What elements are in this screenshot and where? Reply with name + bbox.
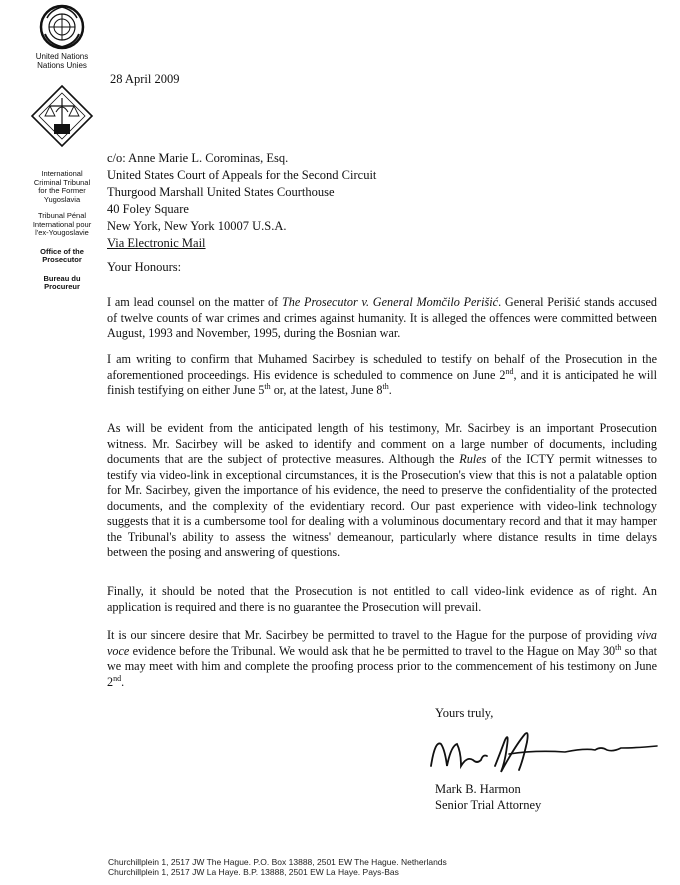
- paragraph-1: [107, 295, 657, 342]
- ordinal-suffix: th: [615, 642, 622, 652]
- office-line: Prosecutor: [42, 255, 82, 264]
- case-title: The Prosecutor v. General Momčilo Perišić: [281, 295, 499, 309]
- office-line: Office of the: [40, 246, 84, 256]
- p2-text-a: I am writing to confirm that Muhamed Sacirbey is scheduled to testify on behalf of the Prosecution in the aforementioned proceedings. His evidence is scheduled to commence on June 2: [107, 352, 657, 382]
- address-line: c/o: Anne Marie L. Corominas, Esq.: [107, 151, 289, 165]
- salutation: Your Honours:: [107, 260, 182, 274]
- address-line: Thurgood Marshall United States Courthouse: [107, 185, 335, 199]
- p2-text-d: .: [388, 383, 392, 397]
- address-line: United States Court of Appeals for the Second Circuit: [107, 168, 377, 182]
- p2-text-b: , and it is anticipated he will finish testifying on either June 5: [107, 367, 657, 397]
- p3-text-b: of the ICTY permit witnesses to testify via video-link in exceptional circumstances, it is the Prosecution's view that this is not a palatable option for Mr. Sacirbey, given the importance of his evidence, the need to preserve the confidentiality of the protected documents, and the complexity of the evidentiary record. Our past experience with video-link technology suggests that it is a cumbersome tool for dealing with a voluminous documentary record and that it may hamper the Tribunal's ability to assess the witness' demeanour, particularly where distance results in time delays between the posing and answering of questions.: [107, 452, 657, 559]
- tpi-name: [20, 212, 104, 238]
- paragraph-5: [107, 628, 657, 690]
- p1-text-a: I am lead counsel on the matter of: [107, 295, 282, 309]
- un-emblem-icon: [39, 4, 85, 50]
- ordinal-suffix: th: [382, 381, 389, 391]
- p2-text-c: or, at the latest, June 8: [270, 383, 383, 397]
- icty-logo-icon: [30, 84, 94, 148]
- delivery-method: Via Electronic Mail: [107, 236, 206, 250]
- p1-text-b: . General Perišić stands accused of twelve counts of war crimes and crimes against humanity. It is alleged the offences were committed between August, 1993 and November, 1995, during the Bosnian war.: [107, 295, 657, 340]
- un-name: [20, 52, 104, 70]
- rules-term: Rules: [459, 452, 487, 466]
- icty-name: [20, 170, 104, 204]
- p5-text-c: so that we may meet with him and complete the proofing process prior to the commencement of his testimony on June 2: [107, 643, 657, 689]
- icty-name-line: for the Former: [38, 186, 86, 195]
- p5-text-a: It is our sincere desire that Mr. Sacirbey be permitted to travel to the Hague for the purpose of providing: [107, 628, 637, 642]
- un-name-en: United Nations: [35, 52, 89, 61]
- p5-text-d: .: [121, 674, 125, 689]
- signer-name: Mark B. Harmon: [435, 782, 521, 796]
- icty-name-line: Criminal Tribunal: [33, 177, 91, 187]
- office-of-prosecutor: [20, 248, 104, 265]
- closing: Yours truly,: [435, 706, 494, 720]
- viva-voce-term: viva voce: [107, 628, 657, 658]
- tpi-name-line: l'ex-Yougoslavie: [35, 228, 89, 237]
- paragraph-2: [107, 352, 657, 399]
- address-block: [107, 150, 376, 252]
- icty-name-line: International: [41, 169, 83, 178]
- icty-name-line: Yugoslavia: [43, 194, 81, 204]
- footer-address: [108, 857, 447, 877]
- bureau-line: Procureur: [44, 282, 80, 291]
- signer-title: Senior Trial Attorney: [435, 798, 542, 812]
- letter-date: 28 April 2009: [110, 72, 180, 86]
- ordinal-suffix: nd: [505, 366, 514, 376]
- un-name-fr: Nations Unies: [37, 61, 87, 70]
- signer-block: [435, 781, 541, 813]
- bureau-du-procureur: [20, 275, 104, 292]
- ordinal-suffix: nd: [113, 673, 122, 683]
- letterhead-column: [20, 4, 104, 292]
- footer-line: Churchillplein 1, 2517 JW The Hague. P.O. Box 13888, 2501 EW The Hague. Netherlands: [108, 857, 447, 867]
- address-line: 40 Foley Square: [107, 202, 189, 216]
- tpi-name-line: Tribunal Pénal: [37, 211, 87, 220]
- address-line: New York, New York 10007 U.S.A.: [107, 219, 287, 233]
- ordinal-suffix: th: [264, 381, 271, 391]
- tpi-name-line: International pour: [32, 219, 92, 229]
- signature-icon: [425, 726, 665, 780]
- footer-line: Churchillplein 1, 2517 JW La Haye. B.P. 13888, 2501 EW La Haye. Pays-Bas: [108, 867, 399, 877]
- p5-text-b: evidence before the Tribunal. We would ask that he be permitted to travel to the Hague on May 30: [129, 643, 616, 658]
- paragraph-3: [107, 421, 657, 561]
- bureau-line: Bureau du: [43, 273, 81, 283]
- p3-text-a: As will be evident from the anticipated length of his testimony, Mr. Sacirbey is an important Prosecution witness. Mr. Sacirbey will be asked to identify and comment on a large number of documents, including documents that are the subject of protective measures. Although the: [107, 421, 657, 466]
- paragraph-4: Finally, it should be noted that the Prosecution is not entitled to call video-link evidence as of right. An application is required and there is no guarantee the Prosecution will prevail.: [107, 584, 657, 614]
